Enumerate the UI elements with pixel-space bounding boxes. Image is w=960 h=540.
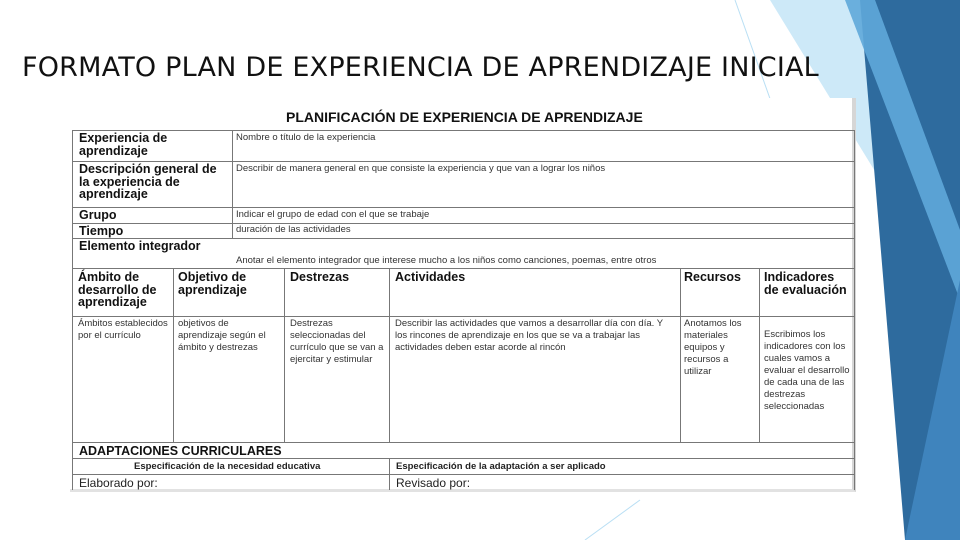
column-content-recursos: Anotamos los materiales equipos y recursos a utilizar: [684, 318, 742, 377]
slide-title: FORMATO PLAN DE EXPERIENCIA DE APRENDIZAJE INICIAL: [22, 52, 819, 83]
adaptations-right-subheader: Especificación de la adaptación a ser aplicado: [396, 461, 606, 472]
column-content-actividades: Describir las actividades que vamos a desarrollar día con día. Y los rincones de aprendizaje en los que se va a trabajar las actividades deben estar acorde al rincón: [395, 318, 663, 353]
column-content-destrezas: Destrezas seleccionadas del currículo que se van a ejercitar y estimular: [290, 318, 384, 365]
column-header-recursos: Recursos: [684, 270, 741, 284]
integrator-label: Elemento integrador: [79, 239, 201, 253]
planning-document: [70, 98, 856, 492]
elaborado-label: Elaborado por:: [79, 476, 158, 490]
column-content-ambito: Ámbitos establecidos por el currículo: [78, 318, 168, 341]
column-header-indicadores: Indicadores de evaluación: [764, 270, 847, 297]
column-header-actividades: Actividades: [395, 270, 466, 284]
description-label: Descripción general de la experiencia de aprendizaje: [79, 162, 217, 201]
adaptations-left-subheader: Especificación de la necesidad educativa: [134, 461, 321, 472]
experience-value: Nombre o título de la experiencia: [236, 132, 376, 143]
time-value: duración de las actividades: [236, 224, 351, 235]
integrator-value: Anotar el elemento integrador que interese mucho a los niños como canciones, poemas, entre otros: [236, 255, 657, 266]
column-content-indicadores: Escribimos los indicadores con los cuales vamos a evaluar el desarrollo de cada una de las destrezas seleccionadas: [764, 329, 850, 412]
group-value: Indicar el grupo de edad con el que se trabaje: [236, 209, 430, 220]
time-label: Tiempo: [79, 224, 124, 238]
revisado-label: Revisado por:: [396, 476, 471, 490]
column-header-destrezas: Destrezas: [290, 270, 350, 284]
column-content-objetivo: objetivos de aprendizaje según el ámbito y destrezas: [178, 318, 266, 353]
document-header: PLANIFICACIÓN DE EXPERIENCIA DE APRENDIZAJE: [286, 109, 643, 125]
adaptations-title: ADAPTACIONES CURRICULARES: [79, 444, 282, 458]
experience-label: Experiencia de aprendizaje: [79, 131, 168, 158]
column-header-ambito: Ámbito de desarrollo de aprendizaje: [78, 270, 157, 309]
description-value: Describir de manera general en que consiste la experiencia y que van a lograr los niños: [236, 163, 606, 174]
column-header-objetivo: Objetivo de aprendizaje: [178, 270, 247, 297]
group-label: Grupo: [79, 208, 117, 222]
